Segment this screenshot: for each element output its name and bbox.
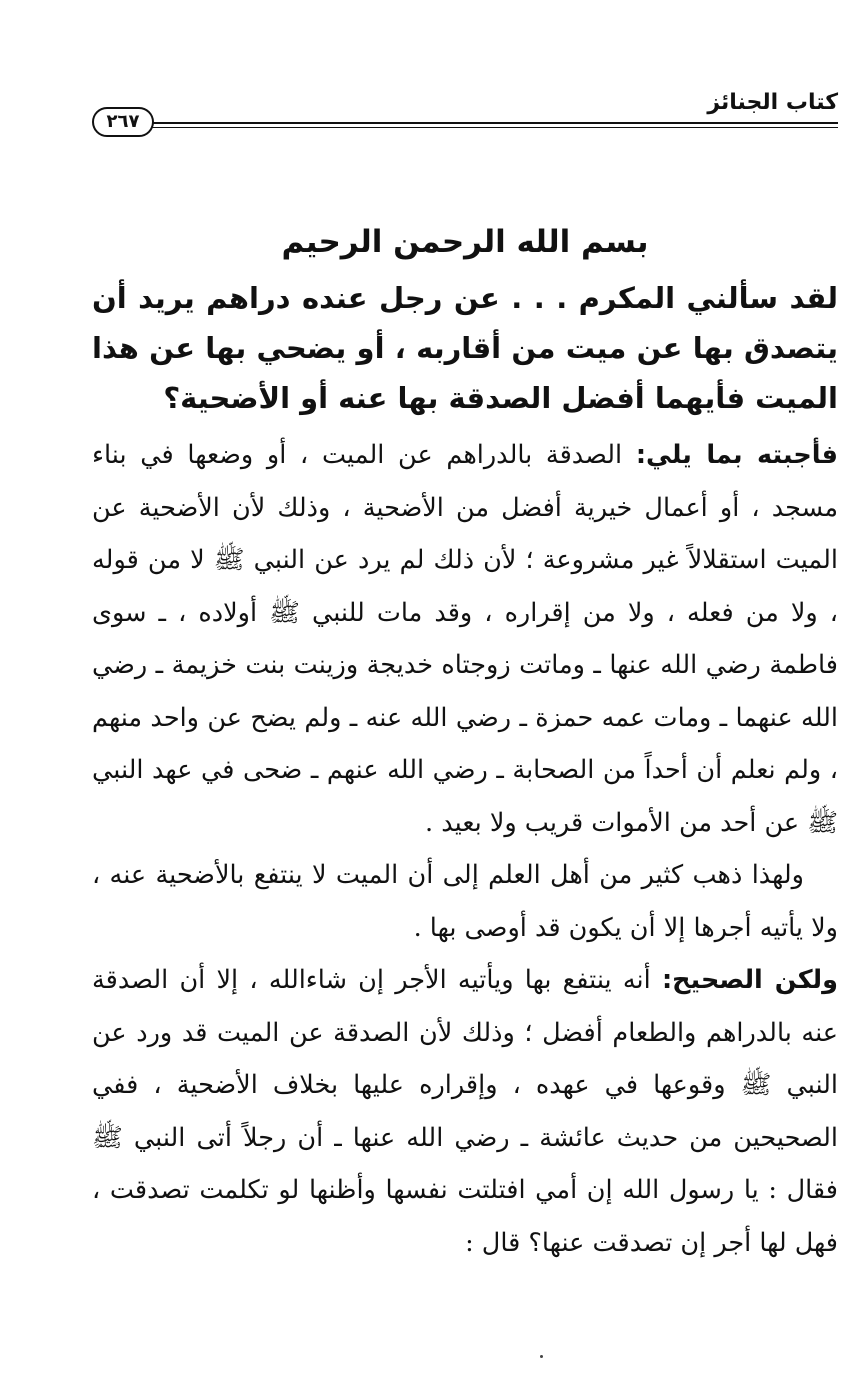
answer-lead: فأجبته بما يلي:	[635, 440, 838, 470]
header-rule-thin	[152, 127, 838, 128]
basmala: بسم الله الرحمن الرحيم	[281, 224, 649, 260]
page-number: ٢٦٧	[92, 107, 154, 137]
correct-view-text: أنه ينتفع بها ويأتيه الأجر إن شاءالله ، إلا أن الصدقة عنه بالدراهم والطعام أفضل ؛ وذلك لأن الصدقة عن الميت قد ورد عن النبي ﷺ وقوعها في عهده ، وإقراره عليها بخلاف الأضحية ، ففي الصحيحين من حديث عائشة ـ رضي الله عنها ـ أن رجلاً أتى النبي ﷺ فقال : يا رسول الله إن أمي افتلتت نفسها وأظنها لو تكلمت تصدقت ، فهل لها أجر إن تصدقت عنها؟ قال :	[92, 965, 838, 1258]
chapter-title: كتاب الجنائز	[707, 90, 838, 115]
running-header	[92, 88, 838, 134]
page-speck	[540, 1355, 543, 1358]
answer-text: الصدقة بالدراهم عن الميت ، أو وضعها في بناء مسجد ، أو أعمال خيرية أفضل من الأضحية ، وذلك لأن الأضحية عن الميت استقلالاً غير مشروعة ؛ لأن ذلك لم يرد عن النبي ﷺ لا من قوله ، ولا من فعله ، ولا من إقراره ، وقد مات للنبي ﷺ أولاده ، ـ سوى فاطمة رضي الله عنها ـ وماتت زوجتاه خديجة وزينت بنت خزيمة ـ رضي الله عنهما ـ ومات عمه حمزة ـ رضي الله عنه ـ ولم يضح عن واحد منهم ، ولم نعلم أن أحداً من الصحابة ـ رضي الله عنهم ـ ضحى في عهد النبي ﷺ عن أحد من الأموات قريب ولا بعيد .	[92, 440, 838, 838]
header-rule	[152, 122, 838, 124]
page-content	[92, 215, 838, 1269]
correct-view-lead: ولكن الصحيح:	[661, 965, 838, 995]
answer-paragraph	[92, 429, 838, 849]
paragraph-correct-view	[92, 954, 838, 1269]
paragraph-scholars-view: ولهذا ذهب كثير من أهل العلم إلى أن الميت لا ينتفع بالأضحية عنه ، ولا يأتيه أجرها إلا أن يكون قد أوصى بها .	[92, 860, 838, 943]
question-paragraph: لقد سألني المكرم . . . عن رجل عنده دراهم يريد أن يتصدق بها عن ميت من أقاربه ، أو يضحي بها عن هذا الميت فأيهما أفضل الصدقة بها عنه أو الأضحية؟	[92, 281, 838, 415]
